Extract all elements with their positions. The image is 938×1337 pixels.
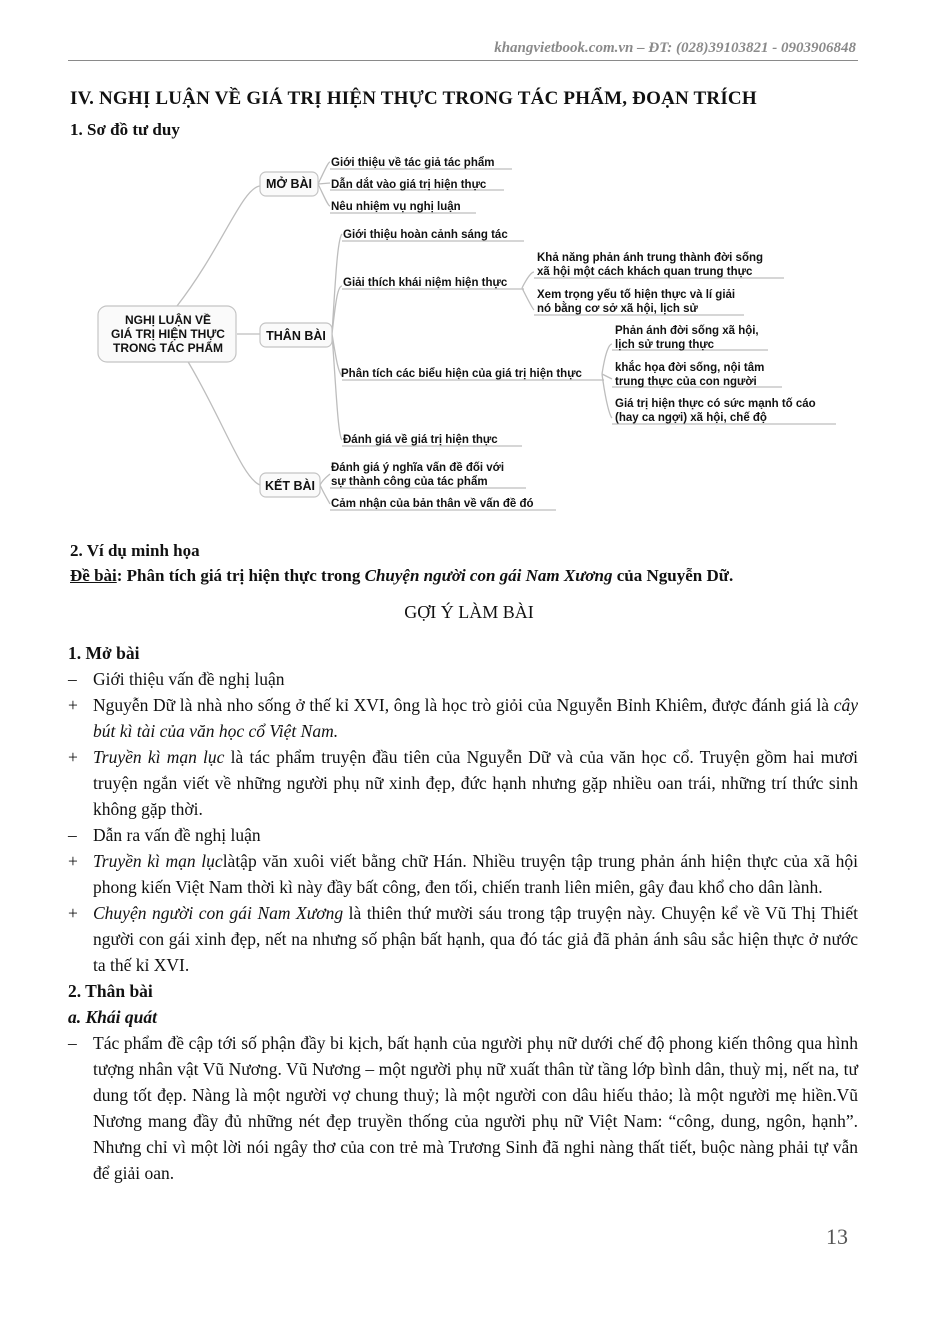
list-item-text: Nguyễn Dữ là nhà nho sống ở thế kỉ XVI, ông là học trò giỏi của Nguyễn Bỉnh Khiêm, được đánh giá là cây bút kì tài của văn học cổ Việt Nam. [93,695,858,741]
bullet: – [68,1033,77,1053]
thanbai-item-2-sub1-line2: xã hội một cách khách quan trung thực [537,266,753,278]
ketbai-item-2: Cảm nhận của bản thân về vấn đề đó [331,498,534,510]
list-item [68,744,858,822]
thanbai-item-2-sub2-line2: nó bằng cơ sở xã hội, lịch sử [537,303,698,315]
bullet: + [68,747,78,767]
prompt-author: của Nguyễn Dữ. [612,566,734,585]
list-item-text: Chuyện người con gái Nam Xương là thiên thứ mười sáu trong tập truyện này. Chuyện kể về Vũ Thị Thiết người con gái xinh đẹp, nết na nhưng số phận bất hạnh, qua đó tác giả đã phản ánh sâu sắc hiện thực ở nước ta thế kỉ XVI. [93,903,859,975]
page-number: 13 [826,1224,848,1249]
thanbai-item-3-sub2-line1: khắc họa đời sống, nội tâm [615,362,765,374]
thanbai-item-3-sub3-line1: Giá trị hiện thực có sức mạnh tố cáo [615,398,816,410]
center-node-line1: NGHỊ LUẬN VỀ [124,313,212,327]
mo-bai-heading: 1. Mở bài [68,643,140,663]
page-header: khangvietbook.com.vn – ĐT: (028)39103821 - 0903906848 [494,40,856,56]
list-item [68,666,858,692]
prompt-work-title: Chuyện người con gái Nam Xương [364,566,613,585]
guide-title: GỢI Ý LÀM BÀI [404,602,534,622]
list-item-text: Truyền kì mạn lục là tác phẩm truyện đầu tiên của Nguyễn Dữ và của văn học cổ. Truyện gồm hai mươi truyện ngắn viết về những người phụ nữ xinh đẹp, đức hạnh nhưng gặp nhiều oan trái, những trí thức sinh không gặp thời. [93,747,858,819]
section-title: IV. NGHỊ LUẬN VỀ GIÁ TRỊ HIỆN THỰC TRONG TÁC PHẨM, ĐOẠN TRÍCH [70,88,757,109]
thanbai-item-2-sub1-line1: Khả năng phản ánh trung thành đời sống [537,252,764,264]
subsection-example-title: 2. Ví dụ minh họa [70,541,200,560]
center-node-line2: GIÁ TRỊ HIỆN THỰC [111,327,225,341]
connector-center-mobai [177,186,260,306]
ketbai-item-1-line2: sự thành công của tác phẩm [331,476,488,488]
thanbai-item-3-sub3-line2: (hay ca ngợi) xã hội, chế độ [615,412,767,424]
ketbai-label: KẾT BÀI [265,479,315,493]
mobai-item-2: Dẫn dắt vào giá trị hiện thực [331,179,487,191]
mobai-label: MỞ BÀI [265,177,313,191]
connector-center-ketbai [187,360,260,485]
thanbai-item-4: Đánh giá về giá trị hiện thực [343,434,498,446]
mobai-item-1: Giới thiệu về tác giả tác phẩm [331,157,495,169]
thanbai-item-2: Giải thích khái niệm hiện thực [343,277,508,289]
thanbai-item-3-sub1-line1: Phản ánh đời sống xã hội, [615,325,759,337]
list-item [68,692,858,744]
connector-ketbai [320,474,330,504]
bullet: – [68,669,77,689]
thanbai-item-3: Phân tích các biểu hiện của giá trị hiện thực [341,368,582,380]
connector-phantich [602,344,612,418]
bullet: + [68,851,78,871]
khai-quat-heading: a. Khái quát [68,1007,157,1027]
thanbai-item-3-sub2-line2: trung thực của con người [615,376,757,388]
list-item-text: Truyền kì mạn lụclàtập văn xuôi viết bằng chữ Hán. Nhiều truyện tập trung phản ánh hiện thực của xã hội phong kiến Việt Nam thời kì này đầy bất công, đen tối, chiến tranh liên miên, gây đau khổ cho dân lành. [93,851,858,897]
subsection-mindmap-title: 1. Sơ đồ tư duy [70,120,180,139]
prompt-text: : Phân tích giá trị hiện thực trong [116,566,365,585]
list-item [68,848,858,900]
thanbai-item-2-sub2-line1: Xem trọng yếu tố hiện thực và lí giải [537,289,736,301]
list-item-text: Dẫn ra vấn đề nghị luận [93,825,261,845]
connector-thanbai [332,234,342,440]
bullet: + [68,903,78,923]
list-item [68,900,858,978]
connector-giaithich [522,272,534,310]
mind-map [92,148,852,523]
than-bai-heading: 2. Thân bài [68,981,153,1001]
thanbai-item-1: Giới thiệu hoàn cảnh sáng tác [343,229,508,241]
list-item-text: Giới thiệu vấn đề nghị luận [93,669,285,689]
mobai-item-3: Nêu nhiệm vụ nghị luận [331,201,461,213]
header-divider [68,60,858,61]
thanbai-label: THÂN BÀI [266,329,326,343]
bullet: + [68,695,78,715]
bullet: – [68,825,77,845]
list-item [68,822,858,848]
list-item-text: Tác phẩm đề cập tới số phận đầy bi kịch, bất hạnh của người phụ nữ dưới chế độ phong kiến thông qua hình tượng nhân vật Vũ Nương. Vũ Nương – một người phụ nữ xuất thân từ tầng lớp bình dân, thuỳ mị, nết na, tư dung tốt đẹp. Nàng là một người vợ chung thuỷ; là một người con dâu hiếu thảo; là một người mẹ hiền.Vũ Nương mang đầy đủ những nét đẹp truyền thống của người phụ nữ Việt Nam: “công, dung, ngôn, hạnh”. Nhưng chỉ vì một lời nói ngây thơ của con trẻ mà Trương Sinh đã nghi nàng thất tiết, buộc nàng phải tự vẫn để giải oan. [93,1033,858,1183]
center-node-line3: TRONG TÁC PHẨM [113,341,223,355]
connector-mobai [318,162,330,206]
prompt-label: Đề bài [70,566,117,585]
thanbai-item-3-sub1-line2: lịch sử trung thực [615,339,715,351]
list-item [68,1030,858,1186]
ketbai-item-1-line1: Đánh giá ý nghĩa vấn đề đối với [331,462,505,474]
essay-prompt [70,566,733,586]
essay-body [68,640,858,1186]
